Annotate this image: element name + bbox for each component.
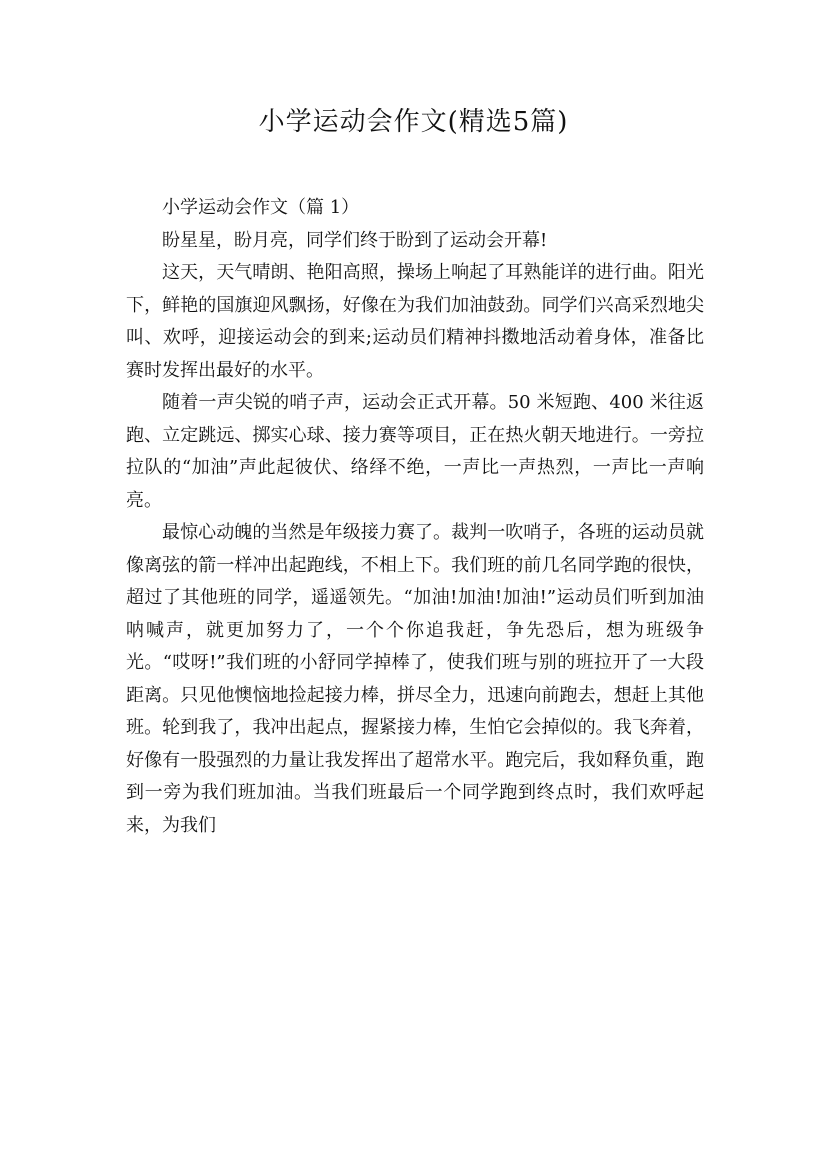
paragraph-2: 这天，天气晴朗、艳阳高照，操场上响起了耳熟能详的进行曲。阳光下，鲜艳的国旗迎风飘扬，好像在为我们加油鼓劲。同学们兴高采烈地尖叫、欢呼，迎接运动会的到来;运动员们精神抖擞地活动着身体，准备比赛时发挥出最好的水平。	[126, 262, 704, 381]
document-body	[126, 192, 704, 842]
paragraph-1: 盼星星，盼月亮，同学们终于盼到了运动会开幕!	[162, 229, 548, 251]
paragraph-4: 最惊心动魄的当然是年级接力赛了。裁判一吹哨子，各班的运动员就像离弦的箭一样冲出起跑线，不相上下。我们班的前几名同学跑的很快，超过了其他班的同学，遥遥领先。“加油!加油!加油!”运动员们听到加油呐喊声，就更加努力了，一个个你追我赶，争先恐后，想为班级争光。“哎呀!”我们班的小舒同学掉棒了，使我们班与别的班拉开了一大段距离。只见他懊恼地捡起接力棒，拼尽全力，迅速向前跑去，想赶上其他班。轮到我了，我冲出起点，握紧接力棒，生怕它会掉似的。我飞奔着，好像有一股强烈的力量让我发挥出了超常水平。跑完后，我如释负重，跑到一旁为我们班加油。当我们班最后一个同学跑到终点时，我们欢呼起来，为我们	[126, 522, 704, 836]
document-title: 小学运动会作文(精选5篇)	[258, 107, 569, 137]
section-heading: 小学运动会作文（篇 1）	[162, 197, 360, 218]
paragraph-3: 随着一声尖锐的哨子声，运动会正式开幕。50 米短跑、400 米往返跑、立定跳远、掷实心球、接力赛等项目，正在热火朝天地进行。一旁拉拉队的“加油”声此起彼伏、络绎不绝，一声比一声热烈，一声比一声响亮。	[126, 392, 704, 511]
